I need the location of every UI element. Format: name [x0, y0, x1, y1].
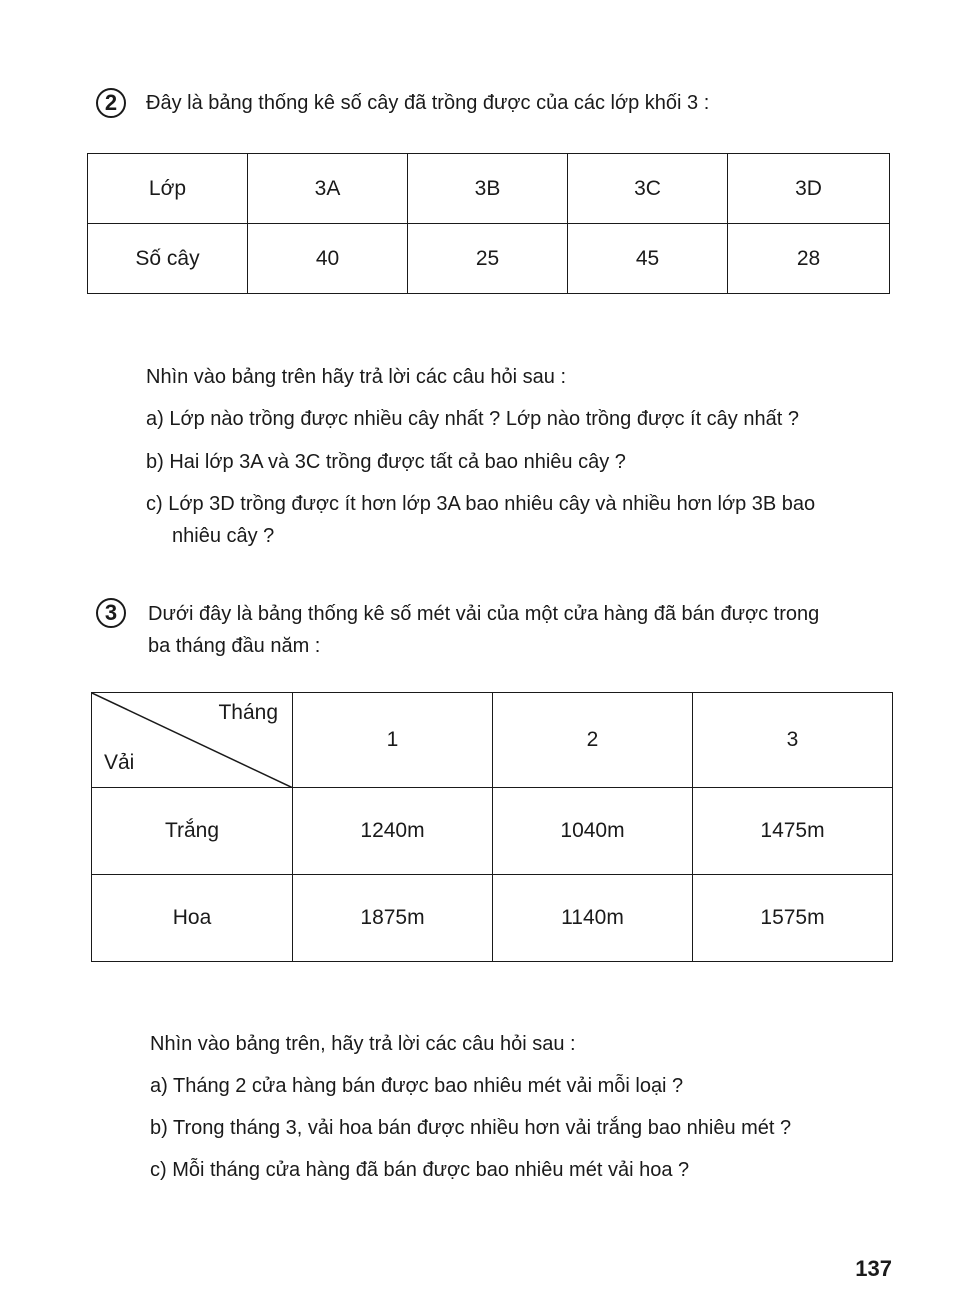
exercise-2-question-c-cont: nhiêu cây ?	[172, 525, 275, 547]
exercise-3-intro-line2: ba tháng đầu năm :	[148, 635, 321, 657]
corner-header-cell	[92, 693, 293, 788]
table-cell: 1140m	[493, 875, 693, 962]
table-cell: 1475m	[693, 788, 893, 875]
fabric-table-header-row	[92, 693, 893, 788]
table-header-cell: 3A	[248, 154, 408, 224]
table-row-label: Số cây	[88, 224, 248, 294]
fabric-table-row	[92, 788, 893, 875]
exercise-3-intro-line1: Dưới đây là bảng thống kê số mét vải của một cửa hàng đã bán được trong	[148, 603, 820, 625]
table-cell: 1040m	[493, 788, 693, 875]
month-header-cell: 3	[693, 693, 893, 788]
exercise-3-prompt: Nhìn vào bảng trên, hãy trả lời các câu hỏi sau :	[150, 1033, 576, 1055]
table-header-cell: 3C	[568, 154, 728, 224]
trees-table	[87, 153, 890, 294]
exercise-3-number-badge	[96, 598, 126, 628]
table-header-cell: 3D	[728, 154, 890, 224]
table-cell: 1240m	[293, 788, 493, 875]
corner-label-thang: Tháng	[218, 701, 278, 724]
table-row-label: Trắng	[92, 788, 293, 875]
table-header-cell: Lớp	[88, 154, 248, 224]
table-row-label: Hoa	[92, 875, 293, 962]
exercise-2-question-a: a) Lớp nào trồng được nhiều cây nhất ? Lớp nào trồng được ít cây nhất ?	[146, 408, 799, 430]
month-header-cell: 1	[293, 693, 493, 788]
fabric-table-row	[92, 875, 893, 962]
trees-table-row	[88, 224, 890, 294]
table-cell: 45	[568, 224, 728, 294]
table-cell: 25	[408, 224, 568, 294]
corner-label-vai: Vải	[104, 751, 135, 774]
exercise-2-prompt: Nhìn vào bảng trên hãy trả lời các câu hỏi sau :	[146, 366, 567, 388]
exercise-2-number-badge	[96, 88, 126, 118]
exercise-3-question-b: b) Trong tháng 3, vải hoa bán được nhiều hơn vải trắng bao nhiêu mét ?	[150, 1117, 792, 1139]
month-header-cell: 2	[493, 693, 693, 788]
table-cell: 40	[248, 224, 408, 294]
table-header-cell: 3B	[408, 154, 568, 224]
fabric-table	[91, 692, 893, 962]
exercise-3-question-c: c) Mỗi tháng cửa hàng đã bán được bao nhiêu mét vải hoa ?	[150, 1159, 690, 1181]
exercise-2-number: 2	[104, 90, 118, 115]
table-cell: 28	[728, 224, 890, 294]
table-cell: 1875m	[293, 875, 493, 962]
exercise-3-number: 3	[104, 600, 118, 625]
exercise-2-question-c: c) Lớp 3D trồng được ít hơn lớp 3A bao nhiêu cây và nhiều hơn lớp 3B bao	[146, 493, 816, 515]
trees-table-header-row	[88, 154, 890, 224]
exercise-2-question-b: b) Hai lớp 3A và 3C trồng được tất cả bao nhiêu cây ?	[146, 451, 626, 473]
table-cell: 1575m	[693, 875, 893, 962]
exercise-2-intro: Đây là bảng thống kê số cây đã trồng được của các lớp khối 3 :	[146, 92, 710, 114]
exercise-3-question-a: a) Tháng 2 cửa hàng bán được bao nhiêu mét vải mỗi loại ?	[150, 1075, 684, 1097]
page-number: 137	[855, 1256, 892, 1281]
